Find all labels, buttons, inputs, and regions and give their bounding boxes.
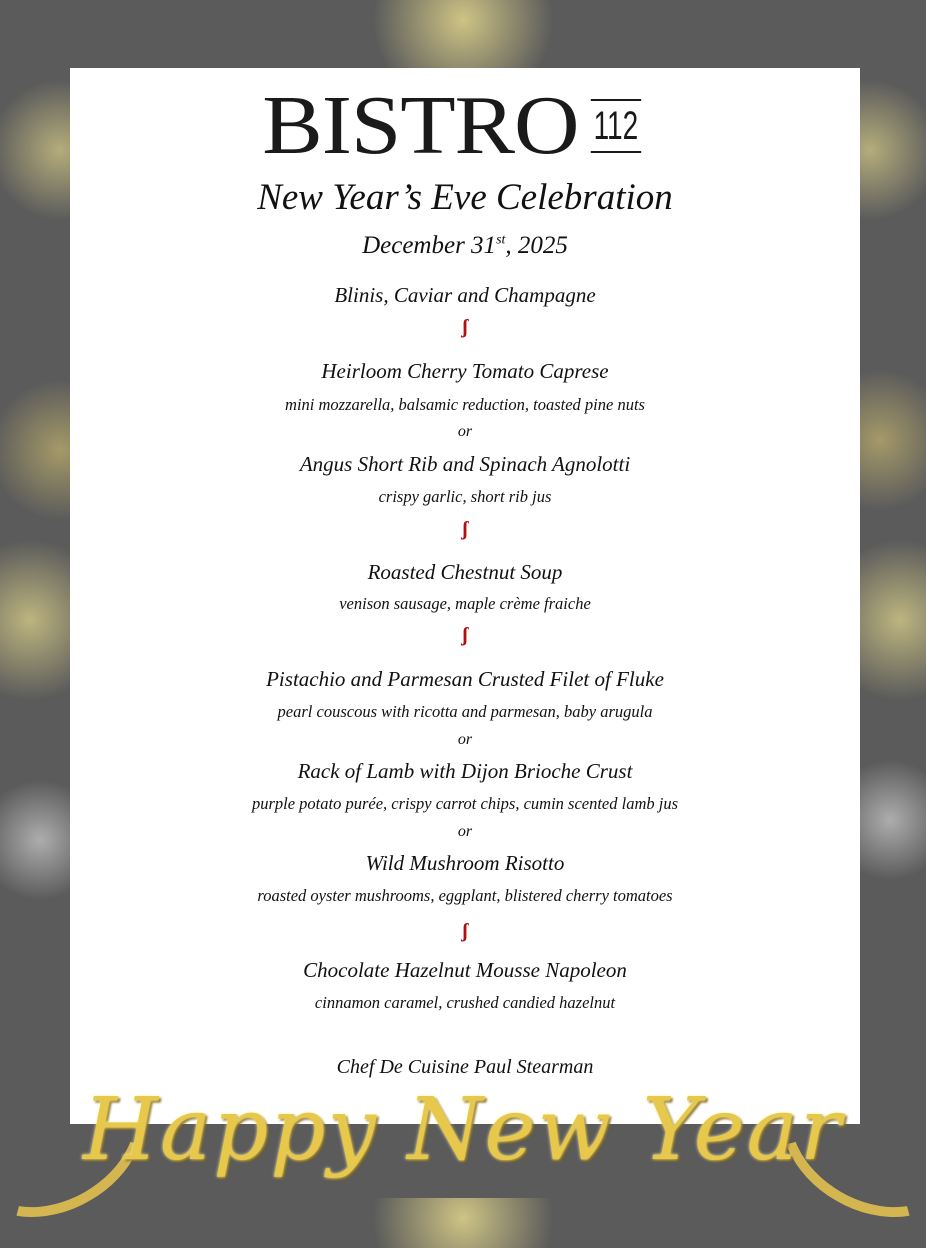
dish-description: mini mozzarella, balsamic reduction, toasted pine nuts: [285, 395, 645, 414]
dish-description: cinnamon caramel, crushed candied hazelnut: [314, 993, 616, 1012]
dish-name: Chocolate Hazelnut Mousse Napoleon: [303, 958, 627, 982]
or-divider: or: [457, 423, 473, 440]
dish-name: Wild Mushroom Risotto: [365, 851, 565, 875]
event-title: New Year’s Eve Celebration: [257, 177, 673, 218]
logo-number: 112: [591, 99, 641, 153]
chef-credit: Chef De Cuisine Paul Stearman: [336, 1056, 594, 1078]
date-suffix: st: [496, 232, 506, 248]
dish-name: Pistachio and Parmesan Crusted Filet of Fluke: [266, 667, 664, 691]
dish-description: purple potato purée, crispy carrot chips, cumin scented lamb jus: [251, 794, 679, 813]
course-separator: ʃ: [461, 518, 469, 540]
dish-description: roasted oyster mushrooms, eggplant, blistered cherry tomatoes: [257, 886, 673, 905]
course-amuse: Blinis, Caviar and Champagne: [334, 283, 596, 307]
or-divider: or: [457, 731, 473, 748]
date-day: December 31: [362, 232, 497, 259]
course-separator: ʃ: [461, 624, 469, 646]
dish-description: crispy garlic, short rib jus: [378, 487, 552, 506]
course-separator: ʃ: [461, 920, 469, 942]
event-date: [70, 232, 860, 260]
dish-name: Rack of Lamb with Dijon Brioche Crust: [297, 759, 633, 783]
dish-description: pearl couscous with ricotta and parmesan, baby arugula: [277, 702, 653, 721]
dish-description: venison sausage, maple crème fraiche: [339, 594, 591, 613]
dish-name: Roasted Chestnut Soup: [367, 560, 563, 584]
bistro-logo: [0, 79, 926, 172]
or-divider: or: [457, 823, 473, 840]
logo-name: BISTRO: [262, 79, 579, 172]
dish-name: Angus Short Rib and Spinach Agnolotti: [299, 452, 631, 476]
course-separator: ʃ: [461, 316, 469, 338]
happy-new-year-banner: Happy New Year: [83, 1080, 843, 1180]
dish-name: Heirloom Cherry Tomato Caprese: [321, 359, 609, 383]
date-year: , 2025: [505, 232, 568, 259]
